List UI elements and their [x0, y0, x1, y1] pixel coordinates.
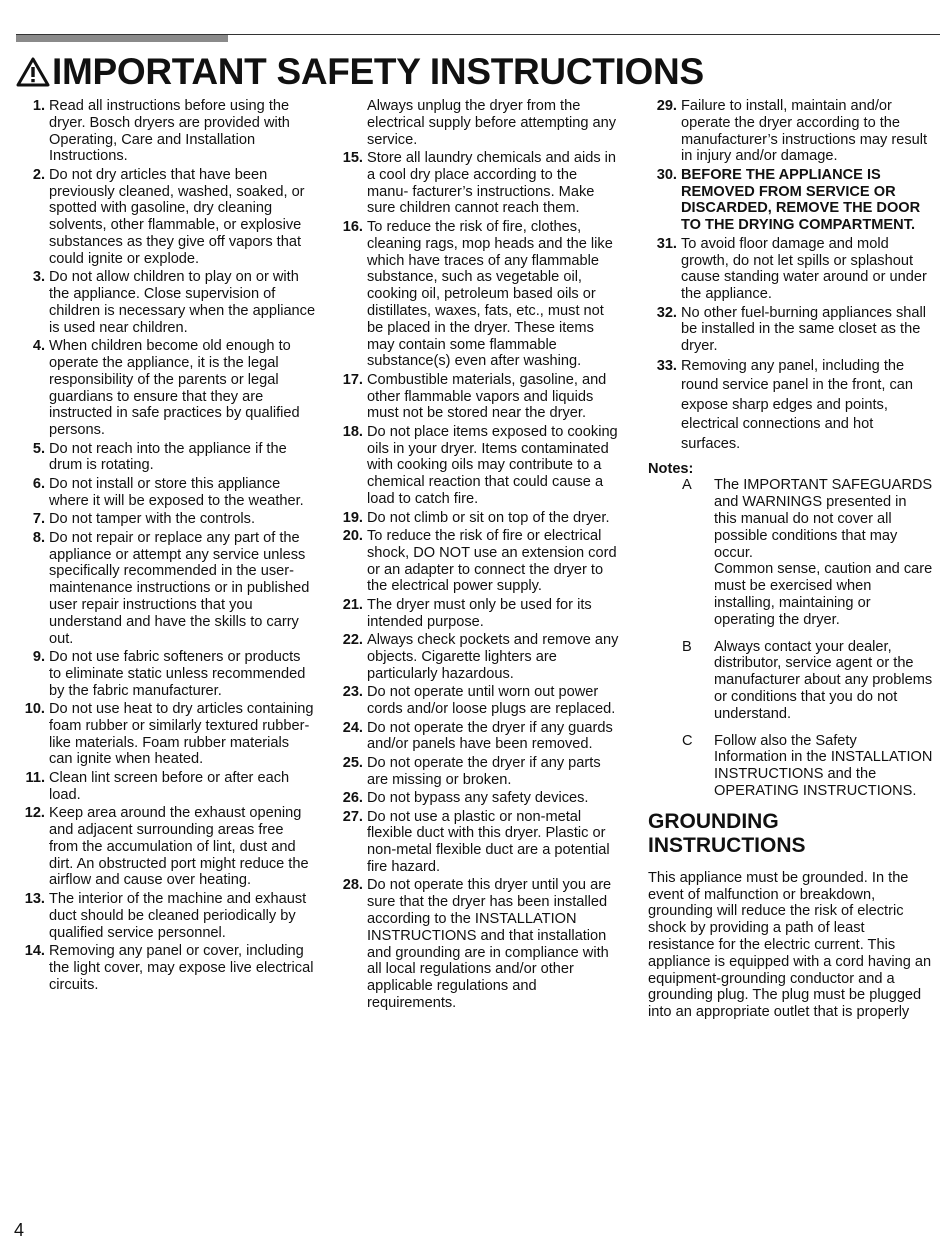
item-text: Clean lint screen before or after each load. [49, 769, 290, 803]
note-item [648, 733, 933, 800]
list-item [334, 684, 620, 718]
item-text: Do not operate this dryer until you are sure that the dryer has been installed according to the INSTALLATION INSTRUCTIONS and that installation and grounding are in compliance with all local regulations and/or other applicable regulations and requirements. [367, 877, 612, 1012]
notes-heading: Notes: [648, 460, 694, 477]
list-item [16, 891, 316, 941]
item-number: 7. [32, 511, 45, 528]
item-text: Removing any panel, including the round service panel in the front, can expose sharp edges and points, electrical connections and hot surfaces. [681, 357, 914, 453]
item-number: 27. [342, 808, 363, 825]
item-text: Failure to install, maintain and/or operate the dryer according to the manufacturer’s instructions may result in injury and/or damage. [681, 98, 928, 165]
instructions-column-2 [334, 98, 620, 1014]
item-number: 1. [32, 98, 45, 114]
item-number: 6. [32, 475, 45, 492]
item-text: Always check pockets and remove any objects. Cigarette lighters are particularly hazardous. [367, 632, 619, 682]
item-number: 4. [32, 338, 45, 355]
instructions-column-3 [648, 98, 933, 1021]
list-item [648, 236, 933, 303]
item-number: 12. [24, 805, 45, 822]
note-text-secondary: Common sense, caution and care must be exercised when installing, maintaining or operating the dryer. [714, 561, 933, 628]
note-text: Always contact your dealer, distributor, service agent or the manufacturer about any problems or conditions that you do not understand. [714, 638, 933, 722]
list-item [334, 755, 620, 789]
item-text: Do not operate until worn out power cords and/or loose plugs are replaced. [367, 684, 616, 718]
item-number: 22. [342, 632, 363, 649]
note-body [714, 477, 933, 628]
list-item [648, 167, 933, 234]
list-item [16, 770, 316, 804]
item-number: 17. [342, 371, 363, 388]
item-number: 20. [342, 528, 363, 545]
item-text: Do not use a plastic or non-metal flexible duct with this dryer. Plastic or non-metal flexible duct are a potential fire hazard. [367, 808, 610, 875]
list-item [16, 701, 316, 768]
item-number: 18. [342, 423, 363, 440]
item-number: 30. [656, 166, 677, 183]
item-text: Do not place items exposed to cooking oils in your dryer. Items contaminated with cooking oils may contribute to a chemical reaction that could cause a load to catch fire. [367, 423, 618, 508]
item-number: 13. [24, 890, 45, 907]
item-text: Do not tamper with the controls. [49, 511, 256, 528]
item-number: 26. [342, 790, 363, 807]
list-item [16, 167, 316, 268]
list-item [648, 98, 933, 165]
list-item [648, 305, 933, 355]
item-text: Removing any panel or cover, including the light cover, may expose live electrical circuits. [49, 942, 314, 993]
header-accent-bar [16, 35, 228, 42]
item-number: 24. [342, 719, 363, 736]
grounding-heading-line-2: INSTRUCTIONS [648, 833, 806, 857]
item-text: When children become old enough to operate the appliance, it is the legal responsibility of the parents or legal guardians to ensure that they are instructed in safe practices by qualified persons. [49, 338, 300, 439]
item-text: Keep area around the exhaust opening and adjacent surrounding areas free from the accumulation of lint, dust and dirt. An obstructed port might reduce the airflow and cause over heating. [49, 805, 309, 889]
item-number: 25. [342, 754, 363, 771]
list-item [334, 632, 620, 682]
list-item [16, 441, 316, 475]
item-text: Do not dry articles that have been previously cleaned, washed, soaked, or spotted with gasoline, dry cleaning solvents, other flammable, or explosive substances as they give off vapors that could ignite or explode. [49, 166, 305, 267]
item-number: 8. [32, 529, 45, 546]
list-item [334, 597, 620, 631]
item-number: 19. [342, 509, 363, 526]
item-number: 15. [342, 150, 363, 167]
list-item [334, 528, 620, 595]
item-text: Do not use fabric softeners or products to eliminate static unless recommended by the fabric manufacturer. [49, 649, 306, 699]
list-item [16, 805, 316, 889]
item-text: Do not repair or replace any part of the appliance or attempt any service unless specifically recommended in the user-maintenance instructions or in published user repair instructions that you understand and have the skills to carry out. [49, 529, 310, 647]
item-text: Do not bypass any safety devices. [367, 790, 589, 807]
list-item [16, 476, 316, 510]
item-number: 5. [32, 440, 45, 457]
item-text: Do not install or store this appliance where it will be exposed to the weather. [49, 475, 304, 509]
item-number: 16. [342, 218, 363, 235]
list-item [648, 357, 933, 455]
item-text: Do not allow children to play on or with the appliance. Close supervision of children is necessary when the appliance is used near children. [49, 269, 316, 336]
list-item [334, 877, 620, 1011]
item-number: 11. [25, 769, 45, 786]
item-number: 28. [342, 877, 363, 894]
grounding-heading-line-1: GROUNDING [648, 809, 779, 833]
item-text: Read all instructions before using the dryer. Bosch dryers are provided with Operating, Care and Installation Instructions. [49, 98, 290, 165]
item-text: To avoid floor damage and mold growth, do not let spills or splashout cause standing water around or under the appliance. [681, 235, 927, 303]
item-number: 14. [24, 942, 45, 959]
item-text: Combustible materials, gasoline, and other flammable vapors and liquids must not be stored near the dryer. [367, 371, 607, 422]
item-text: To reduce the risk of fire, clothes, cleaning rags, mop heads and the like which have traces of any flammable substance, such as vegetable oil, cooking oil, petroleum based oils or distillates, waxes, fats, etc., must not be placed in the dryer. These items may contain some flammable substance(s) even after washing. [367, 218, 613, 370]
page-number: 4 [14, 1220, 25, 1240]
list-item [16, 649, 316, 699]
item-text: Store all laundry chemicals and aids in a cool dry place according to the manu- facturer’s instructions. Make sure children cannot reach them. [367, 150, 617, 217]
instructions-column-1 [16, 98, 316, 995]
list-item [334, 809, 620, 876]
page-title [16, 50, 704, 94]
grounding-heading [648, 810, 933, 858]
item-number: 21. [342, 596, 363, 613]
list-item [334, 720, 620, 754]
list-item [334, 510, 620, 527]
item-text: The dryer must only be used for its intended purpose. [367, 596, 592, 630]
item-text: To reduce the risk of fire or electrical shock, DO NOT use an extension cord or an adapter to connect the dryer to the electrical power supply. [367, 528, 617, 595]
list-item [16, 98, 316, 165]
note-letter: A [682, 477, 692, 494]
warning-triangle-icon [16, 56, 50, 88]
list-item [334, 790, 620, 807]
list-item [16, 511, 316, 528]
item-number: 9. [32, 649, 45, 665]
list-item [334, 372, 620, 422]
note-letter: B [682, 638, 692, 655]
item-text: Do not operate the dryer if any parts are missing or broken. [367, 754, 601, 788]
item-text: Do not climb or sit on top of the dryer. [367, 509, 610, 526]
note-item [648, 639, 933, 723]
list-item [334, 219, 620, 370]
item-number: 10. [24, 701, 45, 718]
item-number: 29. [656, 98, 677, 114]
list-item [334, 150, 620, 217]
item-number: 32. [656, 304, 677, 321]
item-number: 2. [32, 166, 45, 183]
note-text: The IMPORTANT SAFEGUARDS and WARNINGS presented in this manual do not cover all possible conditions that may occur. [714, 477, 933, 561]
list-item [16, 530, 316, 648]
item-text: Do not operate the dryer if any guards and/or panels have been removed. [367, 719, 613, 753]
page-title-text: IMPORTANT SAFETY INSTRUCTIONS [52, 51, 704, 92]
list-item [16, 269, 316, 336]
item-number: 3. [32, 269, 45, 286]
item-text: Do not use heat to dry articles containing foam rubber or similarly textured rubber-like materials. Foam rubber materials can ignite when heated. [49, 701, 314, 768]
list-item [16, 338, 316, 439]
item-text: BEFORE THE APPLIANCE IS REMOVED FROM SERVICE OR DISCARDED, REMOVE THE DOOR TO THE DRYING COMPARTMENT. [681, 166, 921, 234]
item-number: 31. [656, 235, 677, 252]
item-text: Do not reach into the appliance if the drum is rotating. [49, 440, 287, 474]
list-item [16, 943, 316, 993]
item-number: 23. [342, 684, 363, 701]
item-text: The interior of the machine and exhaust duct should be cleaned periodically by qualified service personnel. [49, 890, 307, 941]
item-number: 33. [656, 357, 677, 374]
item-text: No other fuel-burning appliances shall be installed in the same closet as the dryer. [681, 304, 927, 355]
list-item [334, 424, 620, 508]
note-text: Follow also the Safety Information in the INSTALLATION INSTRUCTIONS and the OPERATING INSTRUCTIONS. [714, 732, 933, 800]
list-item-continuation: Always unplug the dryer from the electrical supply before attempting any service. [367, 98, 617, 148]
note-letter: C [682, 732, 693, 749]
note-item [648, 477, 933, 628]
grounding-text: This appliance must be grounded. In the event of malfunction or breakdown, grounding will reduce the risk of electric shock by providing a path of least resistance for the electric current. This appliance is equipped with a cord having an equipment-grounding conductor and a grounding plug. The plug must be plugged into an appropriate outlet that is properly [648, 869, 932, 1021]
